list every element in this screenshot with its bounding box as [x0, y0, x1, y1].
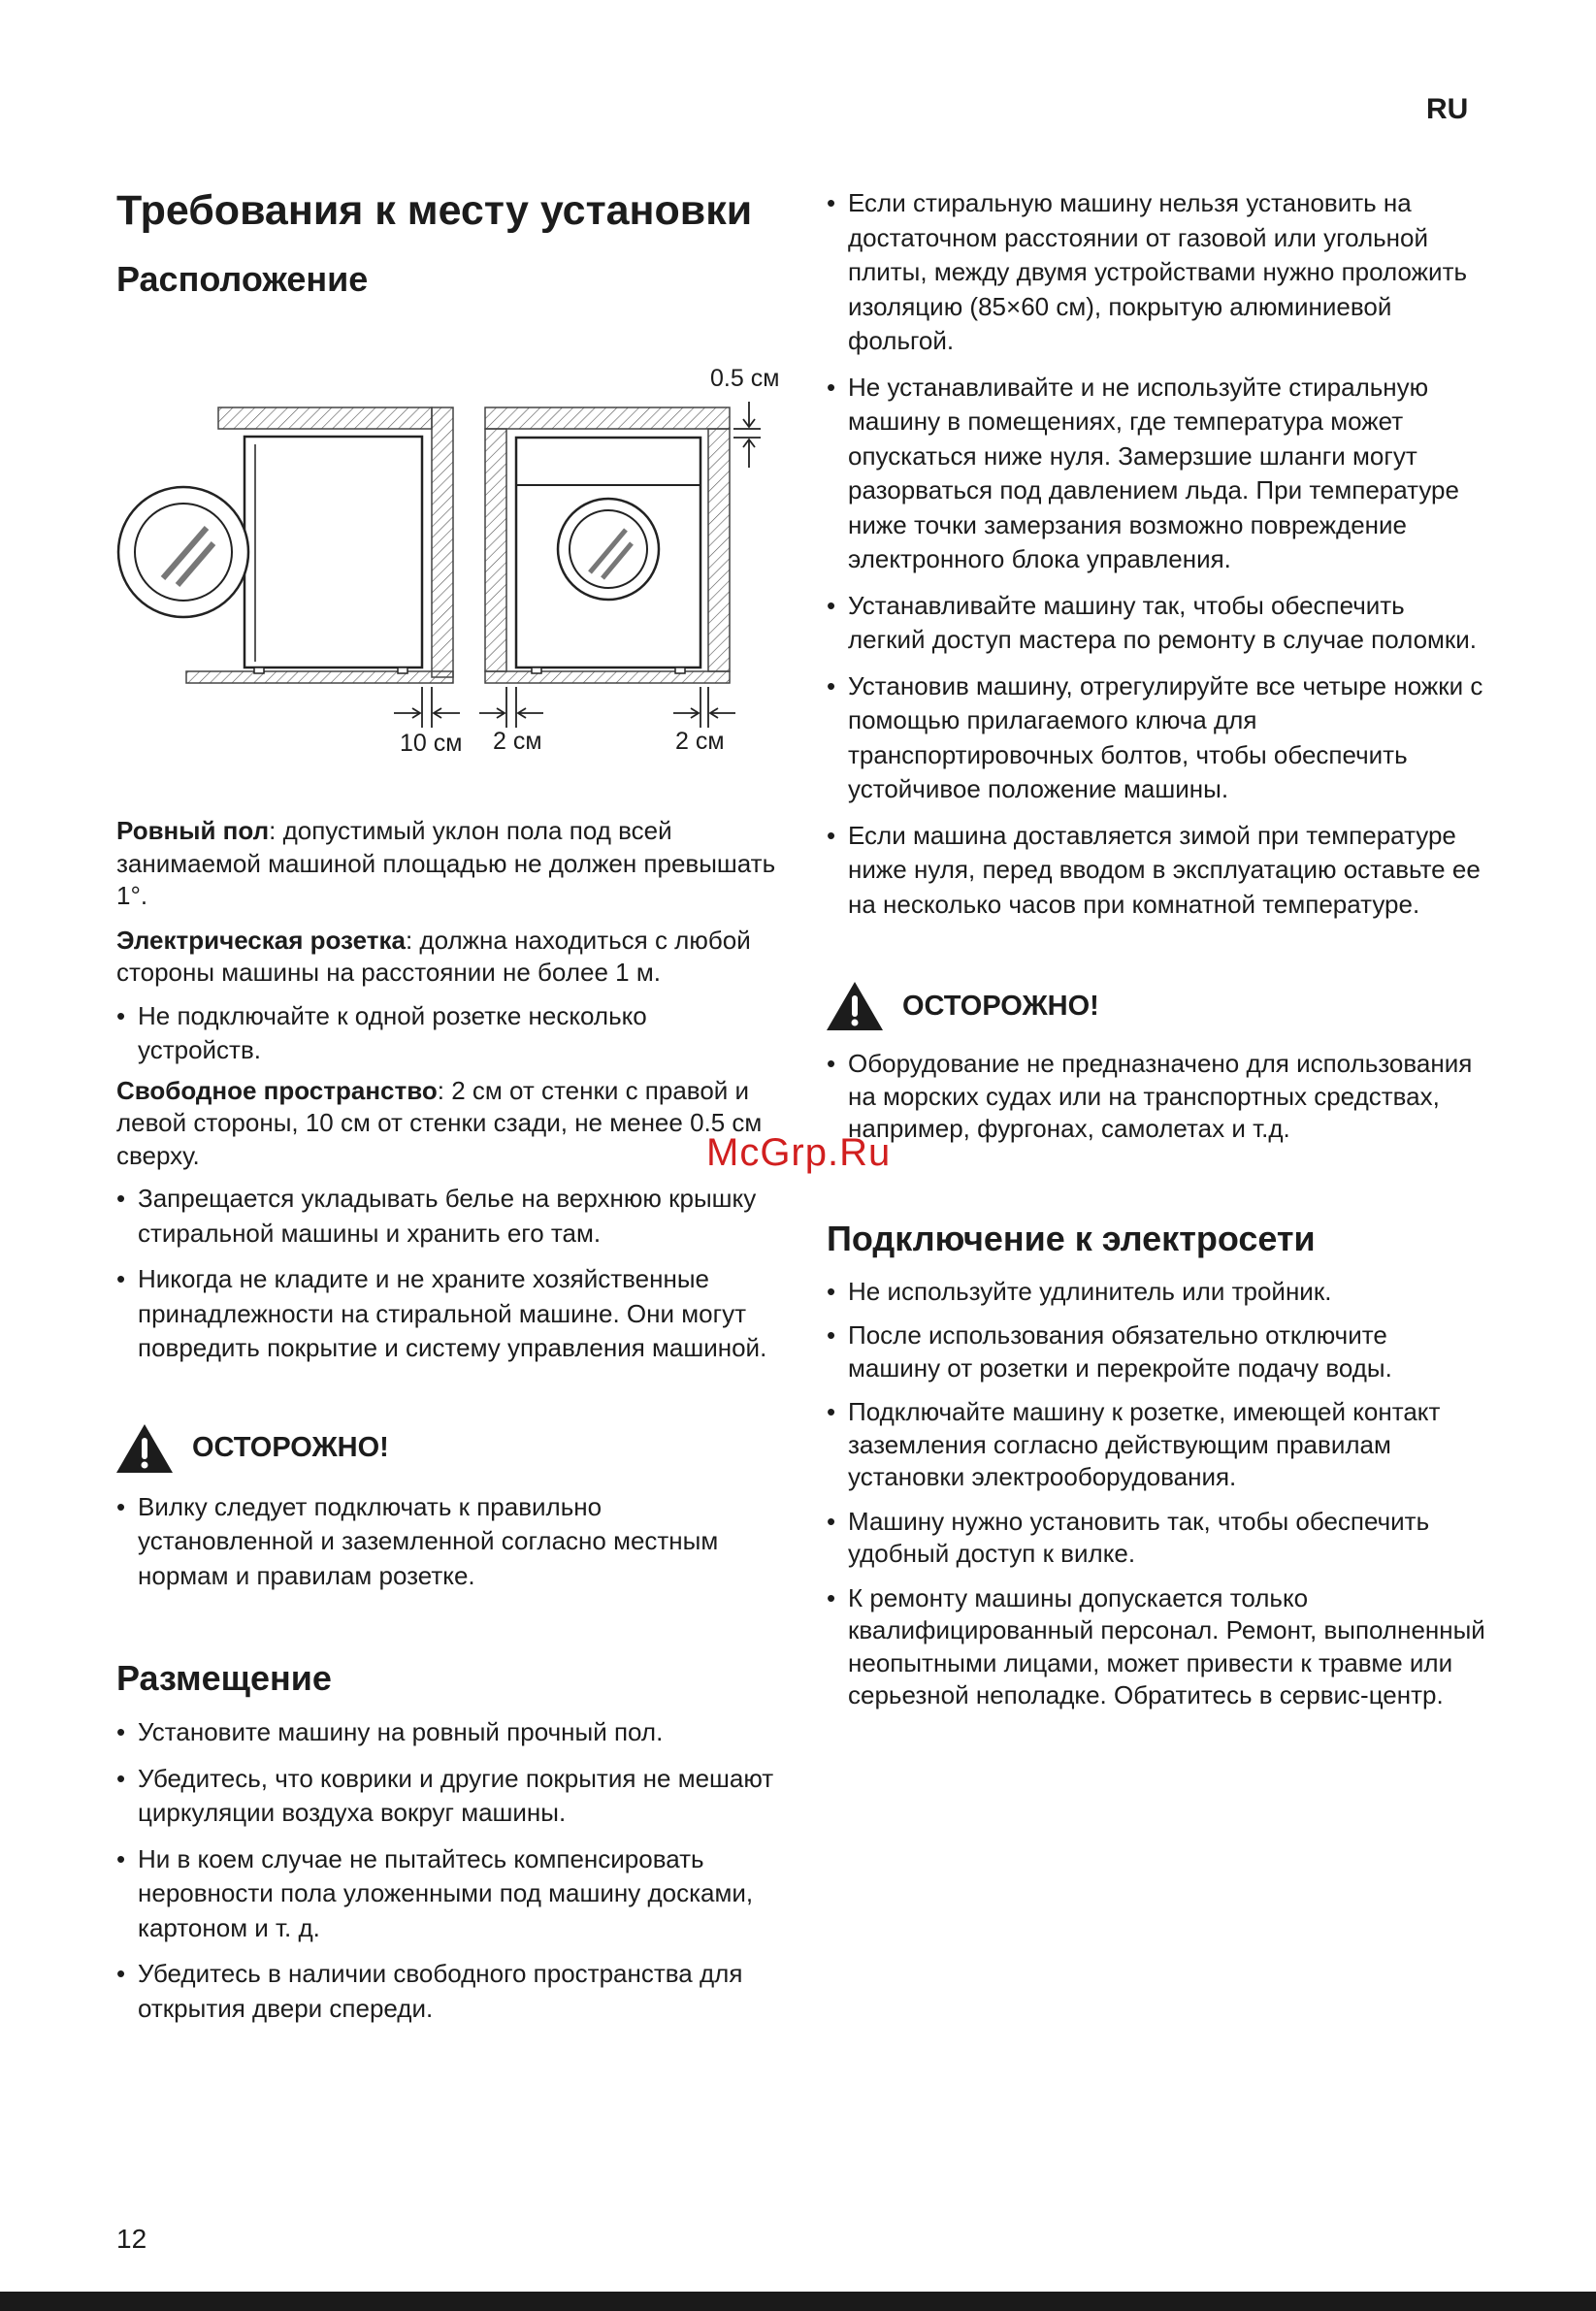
caution-2-bullets: [827, 1048, 1486, 1146]
section-heading-location: Расположение: [116, 259, 369, 299]
right-bullets: [827, 186, 1486, 922]
left-column: [116, 184, 776, 301]
dimension-top-gap: [733, 402, 761, 468]
section-heading-placement: Размещение: [116, 1658, 332, 1698]
socket-paragraph: [116, 925, 776, 990]
clearance-label: Свободное пространство: [116, 1075, 438, 1105]
dimension-left-gap: [479, 687, 543, 728]
clearance-paragraph: [116, 1075, 776, 1173]
list-item: • Убедитесь, что коврики и другие покрытия не мешают циркуляции воздуха вокруг машины.: [116, 1762, 776, 1831]
list-item: • Вилку следует подключать к правильно установленной и заземленной согласно местным нормам и правилам розетке.: [116, 1490, 776, 1594]
list-item: • Не устанавливайте и не используйте стиральную машину в помещениях, где температура может опускаться ниже нуля. Замерзшие шланги могут разорваться под давлением льда. При температуре ниже точки замерзания возможно повреждение электронного блока управления.: [827, 371, 1486, 577]
language-code: RU: [1426, 93, 1469, 125]
side-view: [118, 407, 453, 683]
list-item: • Не подключайте к одной розетке несколько устройств.: [116, 999, 776, 1068]
list-item: • К ремонту машины допускается только квалифицированный персонал. Ремонт, выполненный неопытными лицами, может привести к травме или серьезной неполадке. Обратитесь в сервис-центр.: [827, 1582, 1486, 1712]
socket-label: Электрическая розетка: [116, 925, 406, 955]
power-bullets: [827, 1276, 1486, 1712]
caution-1-bullets: [116, 1490, 776, 1594]
bottom-bar: [0, 2292, 1596, 2311]
list-item: • Если стиральную машину нельзя установить на достаточном расстоянии от газовой или угольной плиты, между двумя устройствами нужно проложить изоляцию (85×60 см), покрытую алюминиевой фольгой.: [827, 186, 1486, 359]
list-item: • Устанавливайте машину так, чтобы обеспечить легкий доступ мастера по ремонту в случае поломки.: [827, 589, 1486, 658]
caution-box-1: [116, 1424, 776, 1473]
list-item: • Установив машину, отрегулируйте все четыре ножки с помощью прилагаемого ключа для транспортировочных болтов, чтобы обеспечить устойчивое положение машины.: [827, 669, 1486, 807]
warning-triangle-icon: [827, 982, 883, 1030]
level-floor-label: Ровный пол: [116, 816, 270, 845]
level-floor-text: : допустимый уклон пола под всей занимаемой машиной площадью не должен превышать 1°.: [116, 816, 776, 910]
warning-triangle-icon: [116, 1424, 173, 1473]
installation-clearance-diagram: [116, 359, 796, 766]
list-item: • Если машина доставляется зимой при температуре ниже нуля, перед вводом в эксплуатацию оставьте ее на несколько часов при комнатной температуре.: [827, 819, 1486, 923]
dim-left-label: 2 см: [493, 728, 542, 755]
dimension-right-gap: [673, 687, 735, 728]
list-item: • Никогда не кладите и не храните хозяйственные принадлежности на стиральной машине. Они могут повредить покрытие и систему управления машиной.: [116, 1262, 776, 1366]
caution-box-2: [827, 982, 1486, 1030]
list-item: • Ни в коем случае не пытайтесь компенсировать неровности пола уложенными под машину досками, картоном и т. д.: [116, 1842, 776, 1946]
dim-top-label: 0.5 см: [710, 365, 780, 392]
watermark: McGrp.Ru: [706, 1131, 892, 1174]
level-floor-paragraph: [116, 815, 776, 913]
page-number: 12: [116, 2224, 147, 2254]
clearance-bullets: [116, 1182, 776, 1366]
list-item: • Машину нужно установить так, чтобы обеспечить удобный доступ к вилке.: [827, 1506, 1486, 1571]
page-title: Требования к месту установки: [116, 187, 753, 234]
list-item: • Запрещается укладывать белье на верхнюю крышку стиральной машины и хранить его там.: [116, 1182, 776, 1251]
dim-right-label: 2 см: [675, 728, 725, 755]
caution-title-2: ОСТОРОЖНО!: [902, 990, 1099, 1022]
list-item: • Не используйте удлинитель или тройник.: [827, 1276, 1486, 1309]
placement-bullets: [116, 1715, 776, 2026]
list-item: • Подключайте машину к розетке, имеющей контакт заземления согласно действующим правилам установки электрооборудования.: [827, 1396, 1486, 1494]
socket-text: : должна находиться с любой стороны машины на расстоянии не более 1 м.: [116, 925, 751, 987]
socket-bullets: [116, 999, 776, 1068]
list-item: • После использования обязательно отключите машину от розетки и перекройте подачу воды.: [827, 1319, 1486, 1384]
right-column: [827, 186, 1486, 1712]
section-heading-power: Подключение к электросети: [827, 1218, 1316, 1258]
list-item: • Убедитесь в наличии свободного пространства для открытия двери спереди.: [116, 1957, 776, 2026]
list-item: • Установите машину на ровный прочный пол.: [116, 1715, 776, 1750]
dimension-back-gap: [394, 687, 460, 728]
list-item: • Оборудование не предназначено для использования на морских судах или на транспортных средствах, например, фургонах, самолетах и т.д.: [827, 1048, 1486, 1146]
dim-back-label: 10 см: [400, 730, 463, 757]
caution-title-1: ОСТОРОЖНО!: [192, 1432, 389, 1463]
clearance-text: : 2 см от стенки с правой и левой стороны, 10 см от стенки сзади, не менее 0.5 см сверху.: [116, 1075, 763, 1170]
front-view: [485, 407, 730, 683]
left-column-text: [116, 815, 776, 2026]
